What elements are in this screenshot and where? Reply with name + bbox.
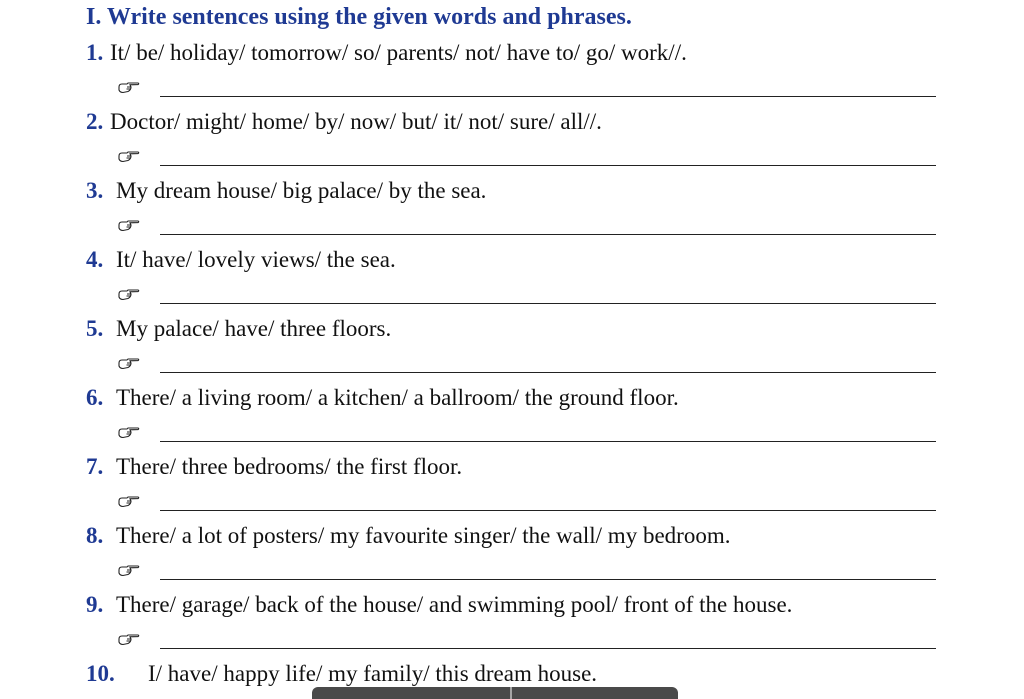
answer-row-3 <box>118 219 938 241</box>
answer-line[interactable] <box>160 303 936 304</box>
pointing-hand-icon <box>118 81 140 97</box>
item-number: 7. <box>86 454 104 479</box>
answer-row-1 <box>118 81 938 103</box>
answer-row-4 <box>118 288 938 310</box>
item-number: 3. <box>86 178 104 203</box>
answer-line[interactable] <box>160 372 936 373</box>
answer-line[interactable] <box>160 441 936 442</box>
answer-row-5 <box>118 357 938 379</box>
item-number: 4. <box>86 247 104 272</box>
exercise-item-7 <box>86 452 462 482</box>
item-number: 1. <box>86 40 104 65</box>
answer-line[interactable] <box>160 234 936 235</box>
item-number: 6. <box>86 385 104 410</box>
item-prompt: My palace/ have/ three floors. <box>116 316 392 341</box>
exercise-item-8 <box>86 521 730 551</box>
item-prompt: There/ a living room/ a kitchen/ a ballroom/ the ground floor. <box>116 385 679 410</box>
answer-row-7 <box>118 495 938 517</box>
item-prompt: Doctor/ might/ home/ by/ now/ but/ it/ not/ sure/ all//. <box>110 109 602 134</box>
answer-line[interactable] <box>160 648 936 649</box>
exercise-item-3 <box>86 176 486 206</box>
exercise-heading: I. Write sentences using the given words and phrases. <box>86 4 632 30</box>
exercise-item-4 <box>86 245 396 275</box>
item-prompt: My dream house/ big palace/ by the sea. <box>116 178 487 203</box>
pointing-hand-icon <box>118 633 140 649</box>
pointing-hand-icon <box>118 495 140 511</box>
item-prompt: There/ a lot of posters/ my favourite singer/ the wall/ my bedroom. <box>116 523 731 548</box>
item-number: 10. <box>86 661 115 686</box>
pointing-hand-icon <box>118 219 140 235</box>
answer-line[interactable] <box>160 96 936 97</box>
item-number: 2. <box>86 109 104 134</box>
answer-row-6 <box>118 426 938 448</box>
item-prompt: There/ three bedrooms/ the first floor. <box>116 454 463 479</box>
toolbar-divider <box>510 687 512 699</box>
answer-line[interactable] <box>160 579 936 580</box>
item-number: 8. <box>86 523 104 548</box>
answer-row-2 <box>118 150 938 172</box>
answer-row-8 <box>118 564 938 586</box>
exercise-item-9 <box>86 590 792 620</box>
bottom-toolbar-edge <box>312 687 678 699</box>
pointing-hand-icon <box>118 426 140 442</box>
item-prompt: It/ have/ lovely views/ the sea. <box>116 247 396 272</box>
answer-row-9 <box>118 633 938 655</box>
item-prompt: I/ have/ happy life/ my family/ this dream house. <box>148 661 598 686</box>
item-number: 9. <box>86 592 104 617</box>
item-prompt: There/ garage/ back of the house/ and swimming pool/ front of the house. <box>116 592 793 617</box>
exercise-item-10 <box>86 659 597 689</box>
item-number: 5. <box>86 316 104 341</box>
pointing-hand-icon <box>118 564 140 580</box>
answer-line[interactable] <box>160 510 936 511</box>
pointing-hand-icon <box>118 288 140 304</box>
exercise-item-1 <box>86 38 687 68</box>
answer-line[interactable] <box>160 165 936 166</box>
exercise-item-6 <box>86 383 679 413</box>
item-prompt: It/ be/ holiday/ tomorrow/ so/ parents/ not/ have to/ go/ work//. <box>110 40 687 65</box>
exercise-item-2 <box>86 107 602 137</box>
exercise-item-5 <box>86 314 391 344</box>
pointing-hand-icon <box>118 357 140 373</box>
pointing-hand-icon <box>118 150 140 166</box>
